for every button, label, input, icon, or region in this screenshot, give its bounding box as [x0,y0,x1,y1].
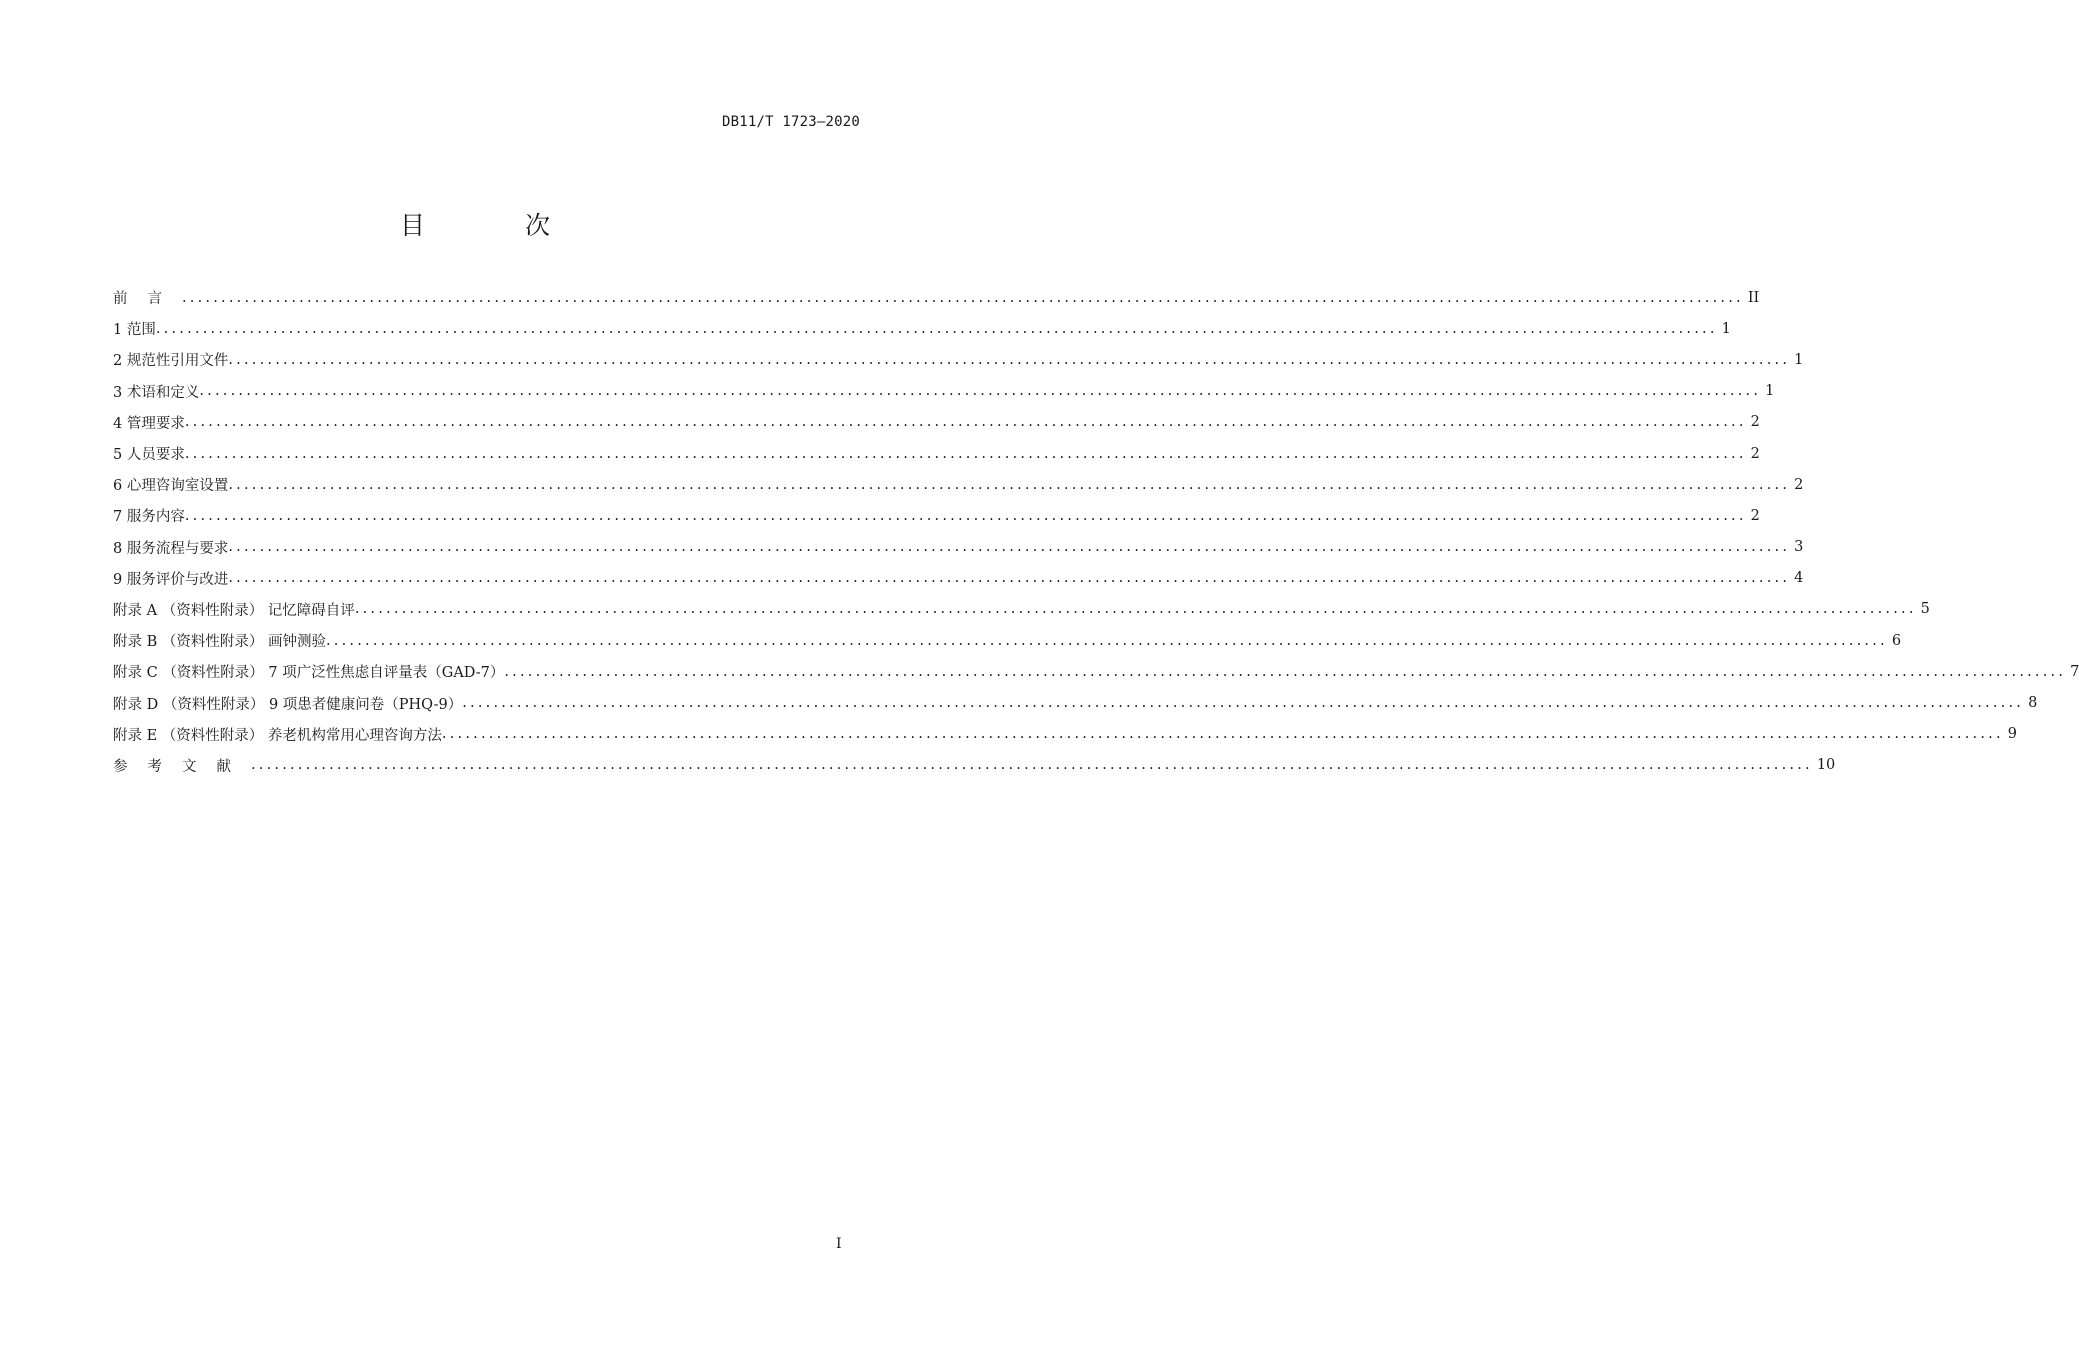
toc-entry-label: 6 心理咨询室设置 [113,478,229,495]
toc-entry-2[interactable] [113,344,1804,375]
toc-entry-page: 8 [2028,695,2038,712]
toc-entry-label: 2 规范性引用文件 [113,353,229,370]
toc-entry-foreword[interactable] [113,282,1760,313]
toc-dot-leader: ........................................................................................................................................................................................................ [182,289,1744,306]
toc-entry-label: 9 服务评价与改进 [113,571,229,588]
toc-entry-5[interactable] [113,438,1760,469]
toc-entry-label: 附录 A （资料性附录） 记忆障碍自评 [113,602,355,619]
toc-entry-label: 参考文献 [113,758,251,775]
toc-entry-page: 1 [1765,383,1775,400]
toc-dot-leader: ........................................................................................................................................................................................................ [504,663,2067,680]
toc-entry-1[interactable] [113,313,1731,344]
toc-dot-leader: ........................................................................................................................................................................................................ [325,632,1888,649]
toc-entry-label: 4 管理要求 [113,415,185,432]
toc-entry-label: 附录 B （资料性附录） 画钟测验 [113,634,326,651]
toc-entry-appendix-a[interactable] [113,594,1930,625]
toc-entry-page: 10 [1816,757,1836,774]
toc-dot-leader: ........................................................................................................................................................................................................ [184,414,1747,431]
toc-entry-9[interactable] [113,563,1804,594]
toc-entry-page: 3 [1794,539,1804,556]
toc-entry-label: 7 服务内容 [113,509,185,526]
toc-dot-leader: ........................................................................................................................................................................................................ [155,320,1718,337]
toc-entry-page: 6 [1891,632,1902,649]
toc-entry-page: 1 [1721,320,1731,337]
toc-dot-leader: ........................................................................................................................................................................................................ [184,445,1747,462]
toc-dot-leader: ........................................................................................................................................................................................................ [354,601,1917,618]
toc-dot-leader: ........................................................................................................................................................................................................ [462,695,2025,712]
toc-entry-appendix-d[interactable] [113,687,2038,718]
toc-entry-page: 2 [1750,445,1760,462]
toc-dot-leader: ........................................................................................................................................................................................................ [441,726,2004,743]
toc-entry-page: 2 [1794,476,1804,493]
table-of-contents [113,282,2079,781]
toc-entry-label: 3 术语和定义 [113,384,200,401]
toc-entry-page: 1 [1794,351,1804,368]
page-number: I [836,1236,842,1252]
toc-dot-leader: ........................................................................................................................................................................................................ [228,570,1791,587]
toc-entry-page: II [1747,289,1760,306]
toc-dot-leader: ........................................................................................................................................................................................................ [184,507,1747,524]
toc-entry-page: 9 [2007,726,2017,743]
toc-entry-label: 附录 D （资料性附录） 9 项患者健康问卷（PHQ-9） [113,696,463,713]
toc-dot-leader: ........................................................................................................................................................................................................ [228,351,1791,368]
toc-dot-leader: ........................................................................................................................................................................................................ [199,383,1762,400]
toc-entry-label: 前言 [113,291,182,308]
toc-entry-page: 2 [1750,507,1760,524]
toc-title: 目 次 [400,211,596,240]
toc-entry-label: 附录 E （资料性附录） 养老机构常用心理咨询方法 [113,727,442,744]
toc-entry-page: 4 [1794,570,1804,587]
toc-entry-label: 5 人员要求 [113,447,185,464]
toc-dot-leader: ........................................................................................................................................................................................................ [251,757,1813,774]
toc-entry-appendix-b[interactable] [113,625,1902,656]
document-code: DB11/T 1723—2020 [721,114,860,130]
toc-dot-leader: ........................................................................................................................................................................................................ [228,539,1791,556]
toc-entry-page: 5 [1920,601,1930,618]
toc-entry-label: 1 范围 [113,322,156,339]
toc-entry-3[interactable] [113,376,1775,407]
toc-dot-leader: ........................................................................................................................................................................................................ [228,476,1791,493]
toc-entry-4[interactable] [113,407,1760,438]
toc-entry-label: 附录 C （资料性附录） 7 项广泛性焦虑自评量表（GAD-7） [113,665,505,682]
toc-entry-6[interactable] [113,469,1804,500]
toc-entry-page: 7 [2070,663,2079,680]
toc-entry-7[interactable] [113,500,1760,531]
toc-entry-label: 8 服务流程与要求 [113,540,229,557]
toc-entry-appendix-c[interactable] [113,656,2079,687]
toc-entry-appendix-e[interactable] [113,719,2017,750]
toc-entry-references[interactable] [113,750,1836,781]
toc-entry-8[interactable] [113,532,1804,563]
toc-entry-page: 2 [1750,414,1760,431]
